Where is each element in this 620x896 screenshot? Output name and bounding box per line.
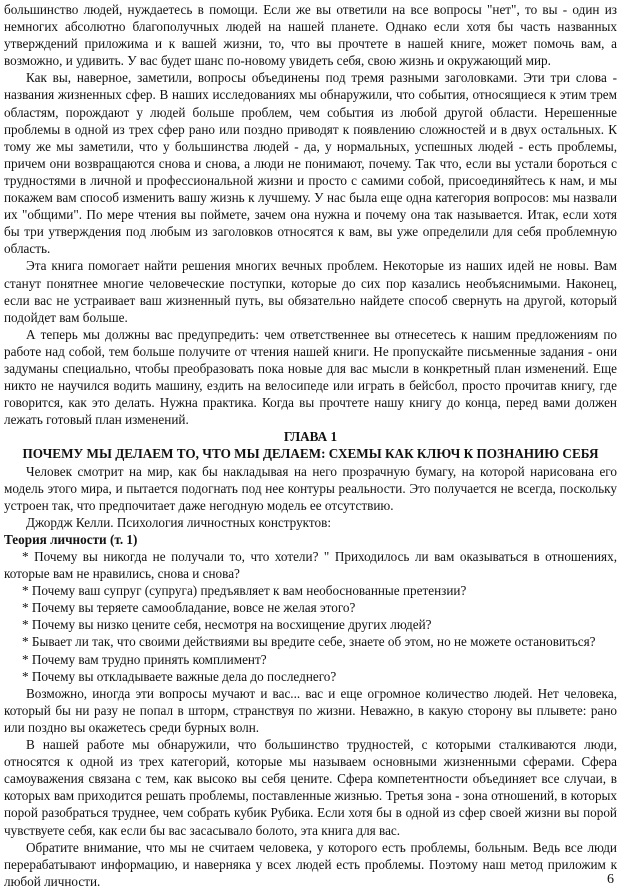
question-item: * Почему ваш супруг (супруга) предъявляет к вам необоснованные претензии? [22,583,467,599]
paragraph-book-purpose: Эта книга помогает найти решения многих вечных проблем. Некоторые из наших идей не новы. Вам станут понятнее многие человеческие поступки, которые до сих пор казались необъяснимыми. Наконец, если вас не устраивает ваш жизненный путь, вы обязательно найдете способ свернуть на другой, который подойдет вам больше. [4,258,617,325]
paragraph-warning: А теперь мы должны вас предупредить: чем ответственнее вы отнесетесь к нашим предложениям по работе над собой, тем больше получите от чтения нашей книги. Не пропускайте письменные задания - они задуманы специально, чтобы преобразовать пока новые для вас мысли в конкретный план изменений. Еще никто не научился водить машину, ездить на велосипеде или играть в бейсбол, просто прочитав книгу, где говорится, как это делать. Нужна практика. Когда вы прочтете нашу книгу до конца, перед вами должен лежать готовый план изменений. [4,326,617,428]
theory-heading: Теория личности (т. 1) [4,531,138,547]
chapter-number: ГЛАВА 1 [283,429,338,445]
question-item: * Почему вы теряете самообладание, вовсе не желая этого? [22,600,356,616]
paragraph-life-spheres: Как вы, наверное, заметили, вопросы объединены под тремя разными заголовками. Эти три слова - названия жизненных сфер. В наших исследованиях мы обнаружили, что события, относящиеся к этим трем областям, порождают у людей больше проблем, чем события из любой другой области. Нерешенные проблемы в одной из трех сфер рано или поздно приводят к появлению сложностей и в двух остальных. К тому же мы заметили, что у большинства людей - да, у нормальных, успешных людей - есть проблемы, причем они возвращаются снова и снова, а люди не понимают, почему. Так что, если вы устали бороться с трудностями в личной и профессиональной жизни и просто с самими собой, присоединяйтесь к нам, и мы покажем вам способ изменить вашу жизнь к лучшему. У нас была еще одна категория вопросов: мы назвали их "общими". По мере чтения вы поймете, зачем она нужна и почему она так называется. Итак, если хотя бы три утверждения под любым из заголовков относятся к вам, вы уже определили для себя проблемную область. [4,70,617,257]
paragraph-three-categories: В нашей работе мы обнаружили, что большинство трудностей, с которыми сталкиваются люди, относятся к одной из трех категорий, которые мы называем основными жизненными сферами. Сфера самоуважения связана с тем, как высоко вы себя цените. Сфера компетентности объединяет все случаи, в которых вам приходится решать проблемы, поставленные жизнью. Третья зона - зона отношений, в которых порой разобраться труднее, чем собрать кубик Рубика. Если хотя бы в одной из сфер своей жизни вы порой чувствуете себя, как если бы вас засасывало болото, эта книга для вас. [4,737,617,838]
question-item: * Почему вы никогда не получали то, что хотели? " Приходилось ли вам оказываться в отношениях, которые вам не нравились, снова и снова? [4,549,617,582]
paragraph-not-ill: Обратите внимание, что мы не считаем человека, у которого есть проблемы, больным. Ведь все люди перерабатывают информацию, и наверняка у всех людей есть проблемы. Поэтому наш метод приложим к любой личности. [4,839,617,889]
question-item: * Бывает ли так, что своими действиями вы вредите себе, знаете об этом, но не можете остановиться? [22,634,596,650]
question-item: * Почему вам трудно принять комплимент? [22,651,267,667]
page-content [4,1,617,890]
question-item: * Почему вы низко цените себя, несмотря на восхищение других людей? [22,617,432,633]
paragraph-intro: большинство людей, нуждаетесь в помощи. Если же вы ответили на все вопросы "нет", то вы - один из немногих абсолютно благополучных людей на нашей планете. Однако если хотя бы часть названных утверждений приложима и к вашей жизни, то, что вы прочтете в нашей книге, может помочь вам, а возможно, и удивить. У вас будет шанс по-новому увидеть себя, свою жизнь и окружающий мир. [4,2,617,69]
paragraph-storm: Возможно, иногда эти вопросы мучают и вас... вас и еще огромное количество людей. Нет человека, который бы ни разу не попал в шторм, странствуя по жизни. Неважно, в какую сторону вы плывете: рано или поздно вы окажетесь среди бурных волн. [4,685,617,735]
page-number: 6 [607,872,614,887]
chapter-title: ПОЧЕМУ МЫ ДЕЛАЕМ ТО, ЧТО МЫ ДЕЛАЕМ: СХЕМЫ КАК КЛЮЧ К ПОЗНАНИЮ СЕБЯ [22,446,599,462]
epigraph-text: Человек смотрит на мир, как бы накладывая на него прозрачную бумагу, на которой нарисована его модель этого мира, и пытается подогнать под нее контуры реальности. Это получается не всегда, поскольку устроен так, что предпочитает даже негодную модель ее отсутствию. [4,463,617,513]
question-item: * Почему вы откладываете важные дела до последнего? [22,668,337,684]
epigraph-source: Джордж Келли. Психология личностных конструктов: [26,514,331,530]
